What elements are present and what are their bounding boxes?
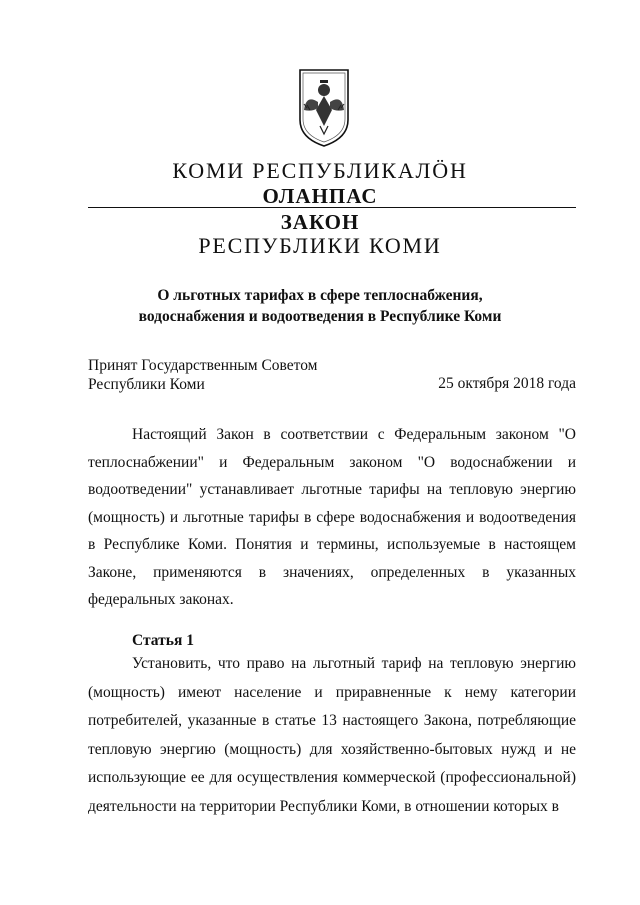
komi-coat-of-arms-icon	[298, 68, 350, 148]
header-zakon: ЗАКОН	[280, 210, 360, 234]
header-olanpas: ОЛАНПАС	[262, 184, 378, 208]
law-title	[0, 285, 640, 327]
coat-of-arms-emblem	[298, 68, 350, 148]
law-title-line-2: водоснабжения и водоотведения в Республике Коми	[138, 308, 502, 325]
adoption-statement	[88, 356, 318, 394]
header-republic: РЕСПУБЛИКИ КОМИ	[198, 233, 442, 258]
adoption-date: 25 октября 2018 года	[438, 375, 576, 392]
adoption-line-1: Принят Государственным Советом	[88, 357, 318, 374]
adoption-line-2: Республики Коми	[88, 376, 205, 393]
header-komi-language: КОМИ РЕСПУБЛИКАЛÖН	[172, 158, 468, 183]
intro-paragraph: Настоящий Закон в соответствии с Федеральным законом "О теплоснабжении" и Федеральным законом "О водоснабжении и водоотведении" устанавливает льготные тарифы на тепловую энергию (мощность) и льготные тарифы в сфере водоснабжения и водоотведения в Республике Коми. Понятия и термины, используемые в настоящем Законе, применяются в значениях, определенных в указанных федеральных законах.	[88, 426, 576, 608]
law-title-line-1: О льготных тарифах в сфере теплоснабжения,	[157, 287, 483, 304]
header-divider	[88, 207, 576, 208]
article-1-text: Установить, что право на льготный тариф на тепловую энергию (мощность) имеют население и приравненные к нему категории потребителей, указанные в статье 13 настоящего Закона, потребляющие тепловую энергию (мощность) для хозяйственно-бытовых нужд и не использующие ее для осуществления коммерческой (профессиональной) деятельности на территории Республики Коми, в отношении которых в	[88, 655, 576, 815]
article-1-heading: Статья 1	[132, 632, 194, 649]
